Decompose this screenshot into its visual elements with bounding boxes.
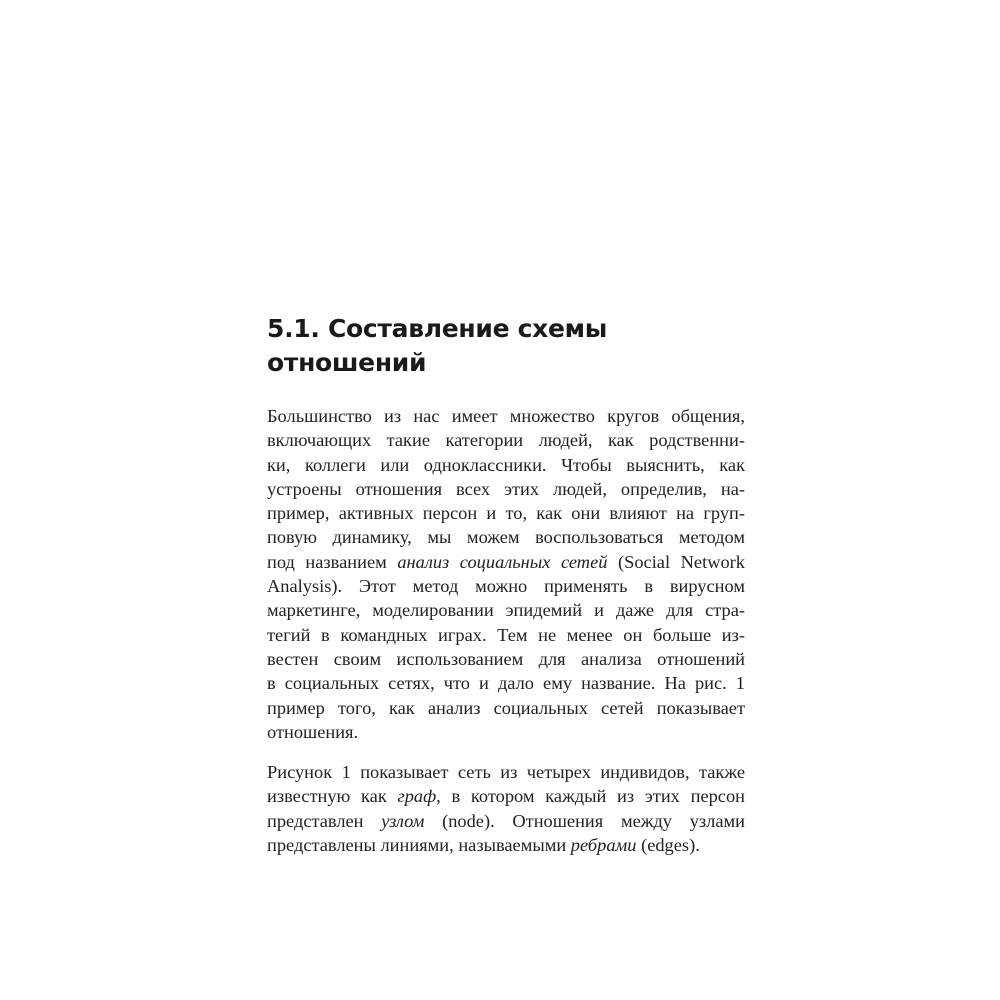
italic-term: анализ социальных сетей [397, 551, 608, 572]
text-line [267, 550, 745, 574]
text-segment: представлен [267, 810, 382, 831]
text-line [267, 428, 745, 452]
text-line [267, 598, 745, 622]
text-segment: известную как [267, 786, 398, 807]
paragraph-intro [267, 404, 745, 744]
text-segment: повую динамику, мы можем воспользоваться методом [267, 527, 745, 548]
section-title-line: отношений [267, 348, 427, 377]
text-block [267, 312, 745, 857]
text-segment: в социальных сетях, что и дало ему название. На рис. 1 [267, 673, 745, 694]
text-line [267, 525, 745, 549]
text-line [267, 809, 745, 833]
text-segment: Рисунок 1 показывает сеть из четырех индивидов, также [267, 762, 745, 783]
text-segment: отношения. [267, 721, 359, 742]
italic-term: граф [397, 786, 437, 807]
text-line [267, 574, 745, 598]
text-line [267, 477, 745, 501]
text-segment: маркетинге, моделировании эпидемий и даже для стра- [267, 600, 745, 621]
text-segment: пример, активных персон и то, как они влияют на груп- [267, 503, 745, 524]
text-line [267, 404, 745, 428]
text-segment: пример того, как анализ социальных сетей показывает [267, 697, 745, 718]
text-line [267, 784, 745, 808]
text-line [267, 647, 745, 671]
text-line [267, 623, 745, 647]
text-segment: (edges). [636, 835, 700, 856]
text-segment: (Social Network [607, 551, 745, 572]
section-title [267, 312, 745, 380]
text-segment: под названием [267, 551, 398, 572]
text-segment: Analysis). Этот метод можно применять в вирусном [267, 576, 745, 597]
text-segment: представлены линиями, называемыми [267, 835, 571, 856]
text-line [267, 671, 745, 695]
section-title-line: 5.1. Составление схемы [267, 314, 608, 343]
italic-term: узлом [381, 810, 425, 831]
text-line [267, 453, 745, 477]
text-segment: вестен своим использованием для анализа отношений [267, 648, 745, 669]
text-line [267, 760, 745, 784]
text-segment: (node). Отношения между узлами [424, 810, 745, 831]
paragraph-graph [267, 760, 745, 857]
text-segment: устроены отношения всех этих людей, определив, на- [267, 478, 745, 499]
text-line [267, 833, 745, 857]
text-line [267, 501, 745, 525]
italic-term: ребрами [570, 835, 637, 856]
text-segment: ки, коллеги или одноклассники. Чтобы выяснить, как [267, 454, 745, 475]
text-segment: , в котором каждый из этих персон [436, 786, 746, 807]
text-line [267, 696, 745, 720]
text-line [267, 720, 745, 744]
text-segment: Большинство из нас имеет множество кругов общения, [267, 406, 745, 426]
text-segment: тегий в командных играх. Тем не менее он больше из- [267, 624, 745, 645]
text-segment: включающих такие категории людей, как родственни- [267, 430, 745, 451]
